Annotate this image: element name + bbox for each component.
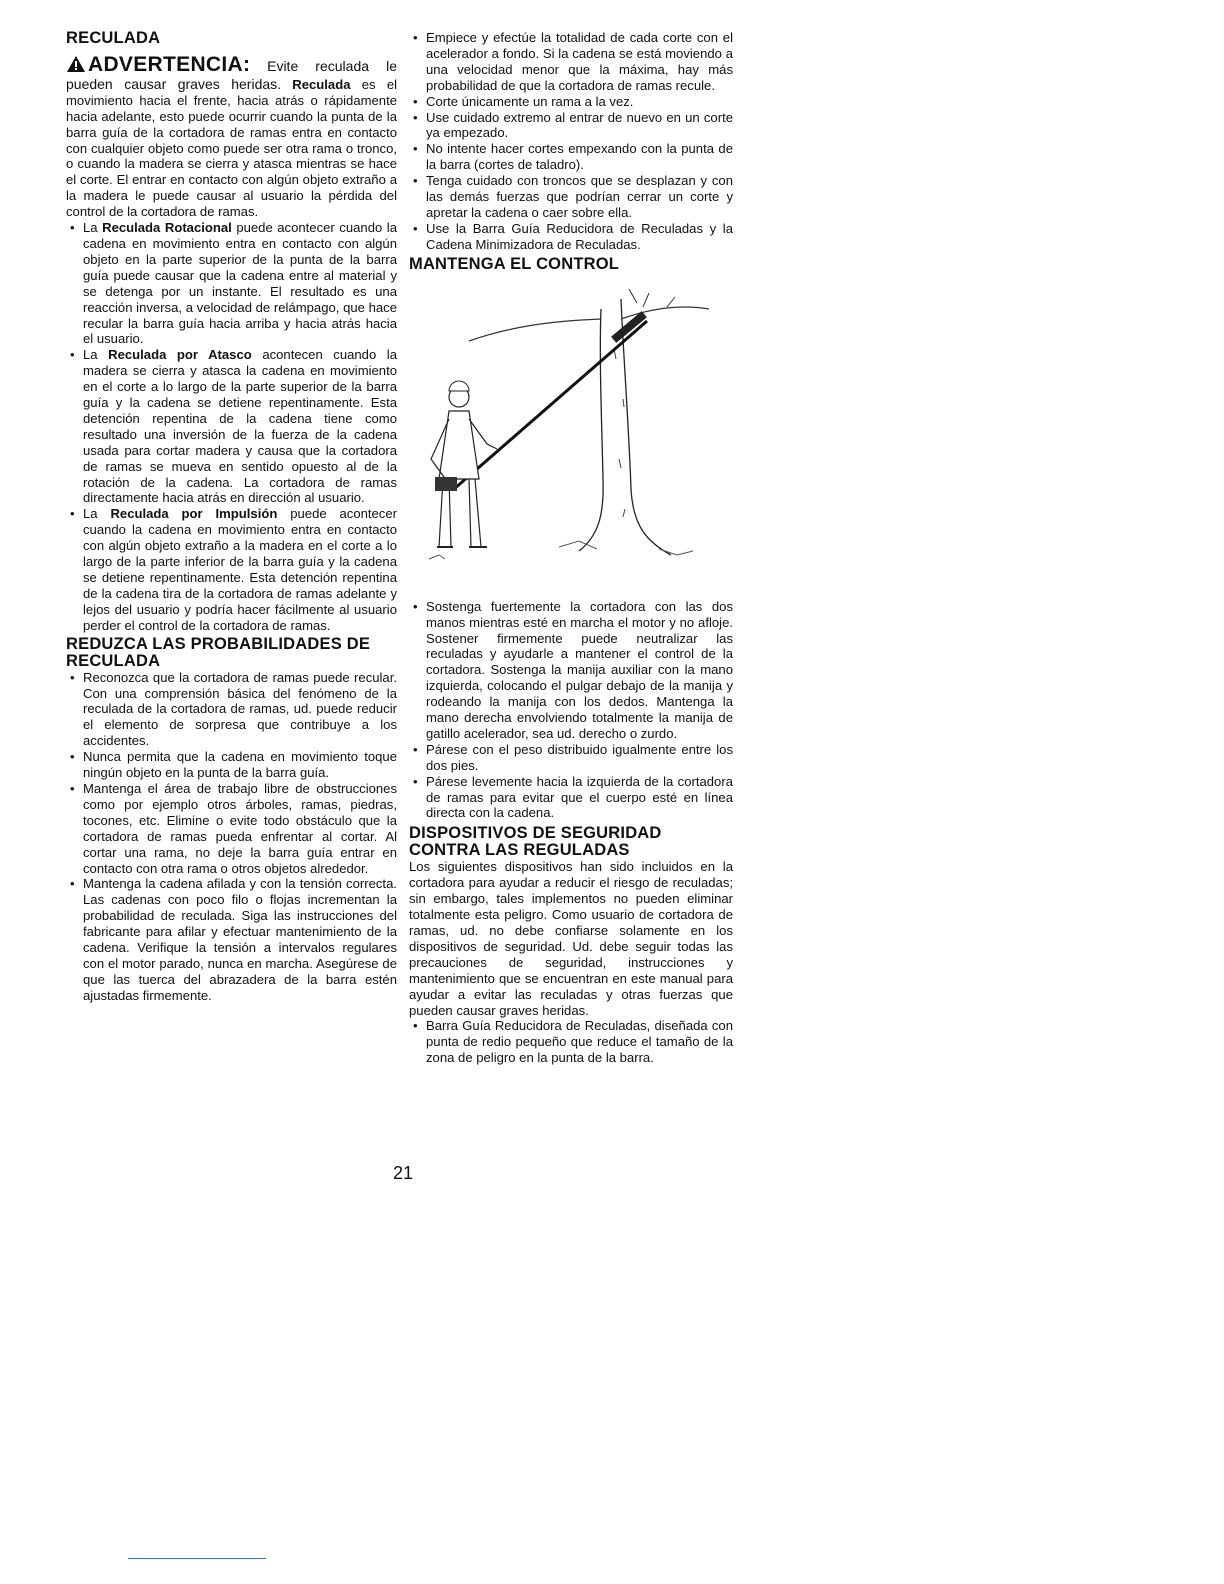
list-item — [66, 220, 397, 347]
list-item: • Use cuidado extremo al entrar de nuevo en un corte ya empezado. — [409, 110, 733, 142]
warning-term: Reculada — [292, 76, 351, 92]
item-term: Reculada por Impulsión — [110, 506, 278, 522]
heading-reduzca: REDUZCA LAS PROBABILIDADES DE RECULADA — [66, 634, 371, 670]
item-term: Reculada por Atasco — [108, 347, 252, 363]
list-item — [66, 506, 397, 633]
item-prefix: La — [83, 506, 98, 522]
list-item: • Use la Barra Guía Reducidora de Reculadas y la Cadena Minimizadora de Reculadas. — [409, 221, 733, 253]
heading-control: MANTENGA EL CONTROL — [409, 254, 620, 273]
item-text: acontecen cuando la madera se cierra y atasca la cadena en movimiento en el corte a lo largo de la parte superior de la barra guía y la cadena se detiene repentinamente. Esta detención repentina de la cadena tiene como resultado una inversión de la fuerza de la cadena usada para cortar madera y causa que la cortadora de ramas se mueva en sentido opuesto al de la rotación de la cadena. La cortadora de ramas directamente hacia atrás en dirección al usuario. — [83, 347, 397, 506]
left-column — [66, 30, 397, 1004]
list-item: • Sostenga fuertemente la cortadora con las dos manos mientras esté en marcha el motor y no afloje. Sostener firmemente puede neutralizar las reculadas y ayudarle a mantener el control de la cortadora. Sostenga la manija auxiliar con la mano izquierda, colocando el pulgar debajo de la manija y rodeando la manija con los dedos. Mantenga la mano derecha envolviendo totalmente la manija de gatillo acelerador, sea ud. derecho o zurdo. — [409, 599, 733, 742]
list-item: • Nunca permita que la cadena en movimiento toque ningún objeto en la punta de la barra guía. — [66, 749, 397, 781]
list-item: • Barra Guía Reducidora de Reculadas, diseñada con punta de redio pequeño que reduce el tamaño de la zona de peligro en la punta de la barra. — [409, 1018, 733, 1066]
kickback-types-list — [66, 220, 397, 634]
item-term: Reculada Rotacional — [102, 220, 232, 236]
reduzca-list — [66, 670, 397, 1004]
continued-list — [409, 30, 733, 253]
dispositivos-text: Los siguientes dispositivos han sido incluidos en la cortadora para ayudar a reducir el riesgo de reculadas; sin embargo, tales implementos no pueden eliminar totalmente esta peligro. Como usuario de cortadora de ramas, ud. no debe confiarse solamente en los dispositivos de seguridad. Ud. debe seguir todas las precauciones de seguridad, instrucciones y mantenimiento que se encuentran en este manual para ayudar a evitar las reculadas y otras fuerzas que pueden causar graves heridas. — [409, 859, 733, 1018]
warning-paragraph — [66, 55, 397, 220]
list-item: • Párese levemente hacia la izquierda de la cortadora de ramas para evitar que el cuerpo esté en línea directa con la cadena. — [409, 774, 733, 822]
list-item: • No intente hacer cortes empexando con la punta de la barra (cortes de taladro). — [409, 141, 733, 173]
control-list — [409, 599, 733, 822]
warning-label: ADVERTENCIA: — [88, 53, 251, 76]
heading-dispositivos: DISPOSITIVOS DE SEGURIDAD CONTRA LAS REGULADAS — [409, 824, 662, 860]
footer-divider — [128, 1558, 266, 1559]
page-number: 21 — [393, 1163, 414, 1183]
item-prefix: La — [83, 347, 98, 363]
item-text: puede acontecer cuando la cadena en movimiento entra en contacto con algún objeto en la parte superior de la punta de la barra guía puede causar que la cadena entre al material y se detenga por un instante. El resultado es una reacción inversa, a velocidad de relámpago, que hace recular la barra guía hacia arriba y hacia atrás hacia el usuario. — [83, 220, 397, 347]
right-column — [409, 30, 733, 1066]
list-item: • Corte únicamente un rama a la vez. — [409, 94, 733, 110]
warning-text-1: Evite reculada le pueden causar graves heridas. — [66, 58, 397, 92]
heading-reculada: RECULADA — [66, 29, 161, 47]
item-prefix: La — [83, 220, 98, 236]
warning-text-2: es el movimiento hacia el frente, hacia atrás o rápidamente hacia adelante, esto puede ocurrir cuando la punta de la barra guía de la cortadora de ramas entra en contacto con cualquier objeto como puede ser otra rama o tronco, o cuando la madera se cierra y atasca mientras se hace el corte. El entrar en contacto con algún objeto extraño a la madera le puede causar al usuario la pérdida del control de la cortadora de ramas. — [66, 76, 398, 220]
dispositivos-list — [409, 1018, 733, 1066]
item-text: puede acontecer cuando la cadena en movimiento entra en contacto con algún objeto extraño a la madera en el corte a lo largo de la parte inferior de la barra guía y la cadena se detiene repentinamente. Esta detención repentina de la cadena tira de la cortadora de ramas adelante y lejos del usuario y podría hacer fácilmente al usuario perder el control de la cortadora de ramas. — [83, 506, 398, 633]
list-item: • Mantenga el área de trabajo libre de obstrucciones como por ejemplo otros árboles, ramas, piedras, tocones, etc. Elimine o evite todo obstáculo que la cortadora de ramas pueda enfrentar al cortar. Al cortar una rama, no deje la barra guía entrar en contacto con otra rama o otros objetos alrededor. — [66, 781, 397, 876]
list-item: • Tenga cuidado con troncos que se desplazan y con las demás fuerzas que podrían cerrar un corte y apretar la cadena o caer sobre ella. — [409, 173, 733, 221]
list-item: • Reconozca que la cortadora de ramas puede recular. Con una comprensión básica del fenómeno de la reculada de la cortadora de ramas, ud. puede reducir el elemento de sorpresa que contribuye a los accidentes. — [66, 670, 397, 750]
list-item: • Mantenga la cadena afilada y con la tensión correcta. Las cadenas con poco filo o flojas incrementan la probabilidad de reculada. Siga las instrucciones del fabricante para afilar y efectuar mantenimiento de la cadena. Verifique la tensión a intervalos regulares con el motor parado, nunca en marcha. Asegúrese de que las tuerca del abrazadera de la barra estén ajustadas firmemente. — [66, 876, 397, 1003]
list-item — [66, 347, 397, 506]
pole-saw-illustration — [409, 279, 733, 591]
warning-triangle-icon — [66, 55, 86, 77]
list-item: • Empiece y efectúe la totalidad de cada corte con el acelerador a fondo. Si la cadena se está moviendo a una velocidad menor que la máxima, hay más probabilidad de que la cortadora de ramas recule. — [409, 30, 733, 94]
list-item: • Párese con el peso distribuido igualmente entre los dos pies. — [409, 742, 733, 774]
